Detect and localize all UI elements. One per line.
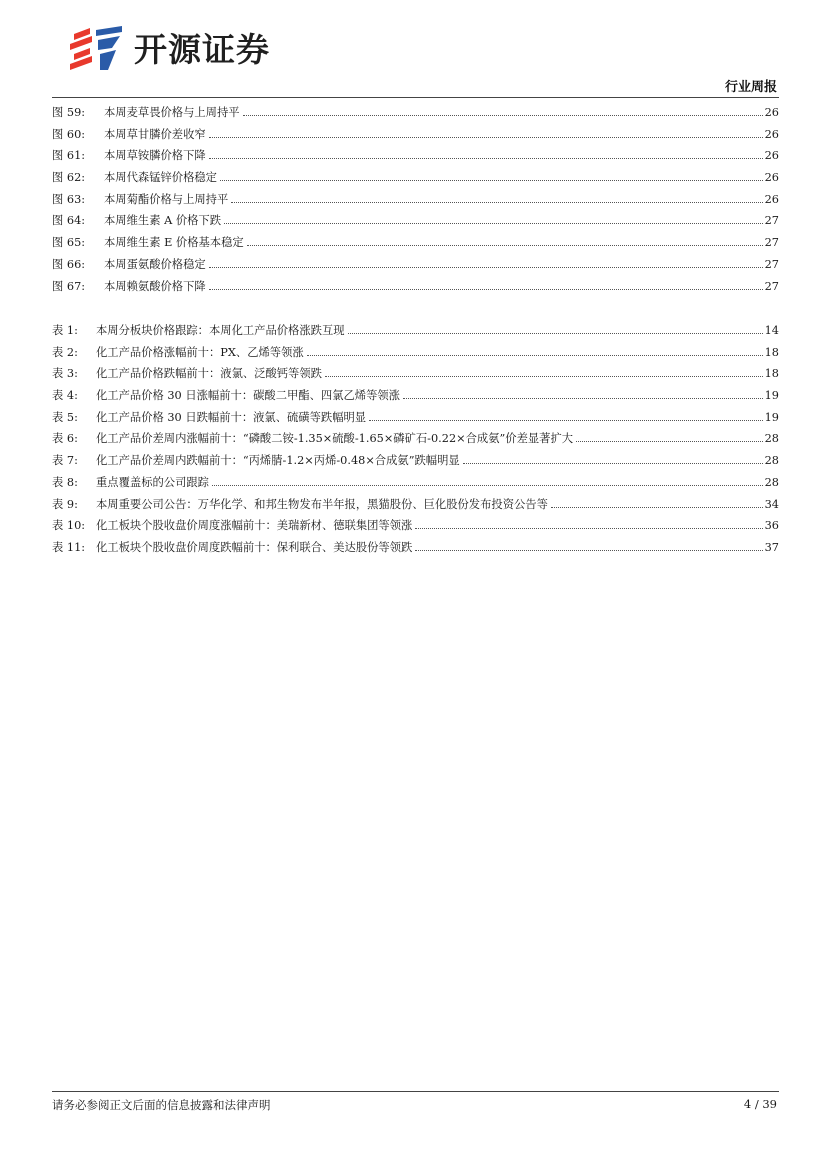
entry-label: 图 59:	[52, 106, 86, 119]
entry-title: 化工产品价格涨幅前十：PX、乙烯等领涨	[96, 345, 304, 359]
dot-leader	[576, 441, 763, 442]
dot-leader	[209, 289, 763, 290]
header-divider	[52, 97, 779, 98]
entry-page: 27	[764, 279, 779, 293]
toc-entry[interactable]	[52, 126, 779, 148]
toc-entry[interactable]	[52, 278, 779, 300]
entry-page: 27	[764, 236, 779, 250]
toc-entry[interactable]	[52, 496, 779, 518]
toc-entry[interactable]	[52, 234, 779, 256]
entry-title: 本周草铵膦价格下降	[104, 149, 206, 163]
entry-title: 化工产品价差周内涨幅前十：“磷酸二铵-1.35×硫酸-1.65×磷矿石-0.22×合成氨”价差显著扩大	[96, 432, 574, 446]
company-logo	[68, 26, 270, 72]
entry-label: 表 7:	[52, 454, 78, 468]
footer-divider	[52, 1091, 779, 1092]
dot-leader	[307, 355, 763, 356]
toc-entry[interactable]	[52, 104, 779, 126]
entry-title: 本周麦草畏价格与上周持平	[104, 106, 240, 119]
entry-label: 表 6:	[52, 432, 78, 446]
entry-page: 18	[764, 367, 779, 381]
entry-title: 化工产品价差周内跌幅前十：“丙烯腈-1.2×丙烯-0.48×合成氨”跌幅明显	[96, 454, 460, 468]
entry-page: 34	[764, 497, 779, 511]
entry-title: 本周代森锰锌价格稳定	[104, 171, 217, 185]
dot-leader	[463, 463, 763, 464]
entry-label: 图 64:	[52, 214, 86, 228]
entry-label: 表 5:	[52, 410, 78, 424]
dot-leader	[231, 202, 762, 203]
dot-leader	[247, 245, 763, 246]
entry-label: 表 9:	[52, 497, 78, 511]
entry-label: 表 11:	[52, 540, 86, 554]
entry-label: 图 60:	[52, 127, 86, 141]
dot-leader	[415, 550, 762, 551]
entry-page: 18	[764, 345, 779, 359]
toc-entry[interactable]	[52, 539, 779, 561]
report-type: 行业周报	[724, 80, 777, 95]
entry-label: 图 63:	[52, 192, 86, 206]
entry-title: 本周草甘膦价差收窄	[104, 127, 206, 141]
entry-page: 28	[764, 475, 779, 489]
dot-leader	[415, 528, 762, 529]
toc-entry[interactable]	[52, 169, 779, 191]
logo-mark-icon	[68, 26, 126, 72]
toc-entry[interactable]	[52, 452, 779, 474]
entry-page: 37	[764, 540, 779, 554]
entry-label: 表 3:	[52, 367, 78, 381]
dot-leader	[325, 376, 763, 377]
entry-page: 28	[764, 432, 779, 446]
entry-title: 本周维生素 A 价格下跌	[104, 214, 222, 228]
dot-leader	[209, 158, 763, 159]
table-list	[52, 322, 779, 561]
logo-text: 开源证券	[134, 29, 270, 69]
entry-label: 表 8:	[52, 475, 78, 489]
entry-title: 化工板块个股收盘价周度跌幅前十：保利联合、美达股份等领跌	[96, 540, 413, 554]
figure-list	[52, 104, 779, 299]
entry-label: 表 2:	[52, 345, 78, 359]
dot-leader	[209, 267, 763, 268]
entry-label: 图 61:	[52, 149, 86, 163]
dot-leader	[243, 115, 763, 116]
toc-entry[interactable]	[52, 387, 779, 409]
dot-leader	[224, 223, 763, 224]
entry-title: 化工产品价格跌幅前十：液氯、泛酸钙等领跌	[96, 367, 322, 381]
entry-title: 本周菊酯价格与上周持平	[104, 192, 229, 206]
entry-label: 图 66:	[52, 257, 86, 271]
entry-title: 重点覆盖标的公司跟踪	[96, 475, 209, 489]
entry-page: 26	[764, 149, 779, 163]
dot-leader	[551, 507, 763, 508]
toc-entry[interactable]	[52, 147, 779, 169]
entry-page: 28	[764, 454, 779, 468]
toc-entry[interactable]	[52, 322, 779, 344]
dot-leader	[348, 333, 763, 334]
toc-entry[interactable]	[52, 474, 779, 496]
entry-title: 化工板块个股收盘价周度涨幅前十：美瑞新材、德联集团等领涨	[96, 519, 413, 533]
dot-leader	[212, 485, 763, 486]
toc-entry[interactable]	[52, 212, 779, 234]
entry-title: 本周维生素 E 价格基本稳定	[104, 236, 244, 250]
toc-entry[interactable]	[52, 409, 779, 431]
dot-leader	[209, 137, 763, 138]
entry-title: 化工产品价格 30 日跌幅前十：液氯、硫磺等跌幅明显	[96, 410, 367, 424]
entry-title: 本周赖氨酸价格下降	[104, 279, 206, 293]
entry-label: 表 1:	[52, 324, 78, 337]
entry-title: 本周蛋氨酸价格稳定	[104, 257, 206, 271]
toc-entry[interactable]	[52, 344, 779, 366]
entry-label: 图 67:	[52, 279, 86, 293]
dot-leader	[403, 398, 763, 399]
entry-page: 36	[764, 519, 779, 533]
entry-label: 图 65:	[52, 236, 86, 250]
toc-entry[interactable]	[52, 191, 779, 213]
entry-title: 本周分板块价格跟踪：本周化工产品价格涨跌互现	[96, 324, 345, 337]
entry-title: 本周重要公司公告：万华化学、和邦生物发布半年报，黑猫股份、巨化股份发布投资公告等	[96, 497, 548, 511]
entry-page: 26	[764, 171, 779, 185]
entry-label: 图 62:	[52, 171, 86, 185]
entry-page: 27	[764, 214, 779, 228]
entry-page: 26	[764, 192, 779, 206]
entry-page: 19	[764, 389, 779, 403]
entry-page: 19	[764, 410, 779, 424]
entry-page: 14	[764, 324, 779, 337]
footer-disclaimer: 请务必参阅正文后面的信息披露和法律声明	[52, 1098, 271, 1112]
entry-page: 26	[764, 106, 779, 119]
toc-entry[interactable]	[52, 517, 779, 539]
entry-title: 化工产品价格 30 日涨幅前十：碳酸二甲酯、四氯乙烯等领涨	[96, 389, 400, 403]
toc-entry[interactable]	[52, 430, 779, 452]
page-number: 4 / 39	[743, 1097, 777, 1111]
entry-label: 表 4:	[52, 389, 78, 403]
toc-entry[interactable]	[52, 365, 779, 387]
entry-label: 表 10:	[52, 519, 86, 533]
entry-page: 27	[764, 257, 779, 271]
dot-leader	[220, 180, 763, 181]
entry-page: 26	[764, 127, 779, 141]
dot-leader	[369, 420, 763, 421]
toc-entry[interactable]	[52, 256, 779, 278]
